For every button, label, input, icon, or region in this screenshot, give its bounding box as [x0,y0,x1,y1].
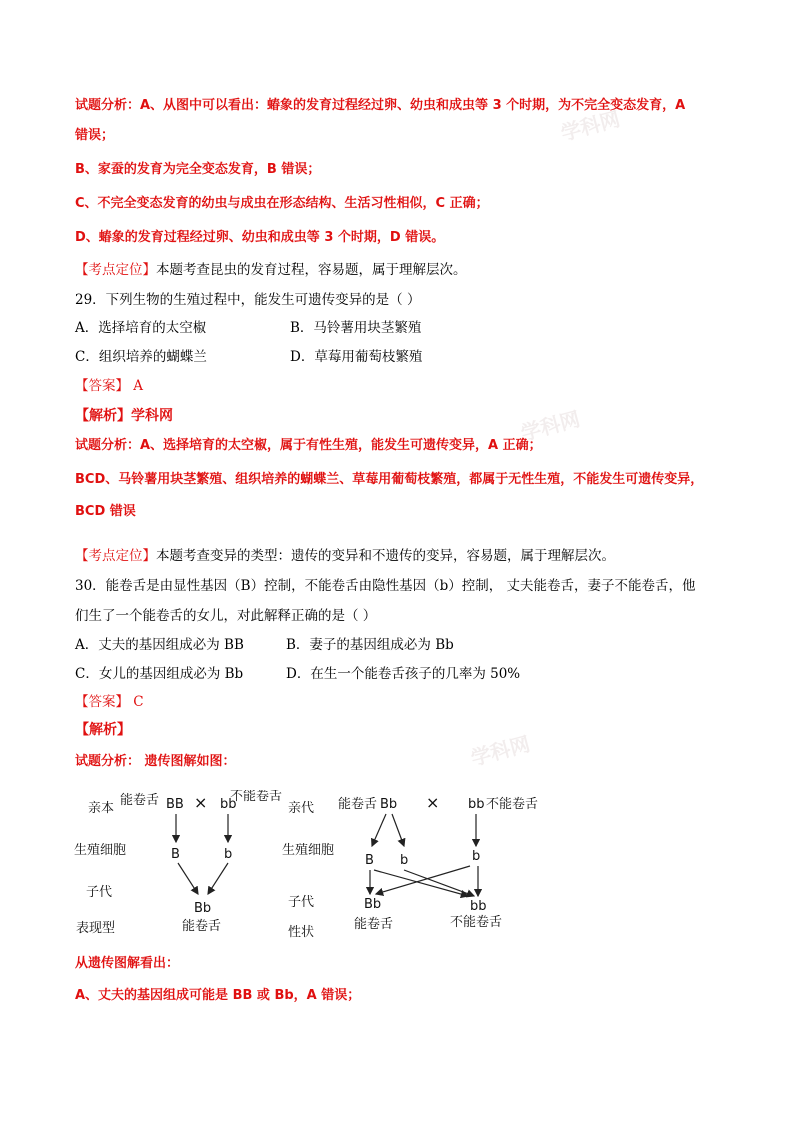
analysis-line: 试题分析：A、从图中可以看出：蝽象的发育过程经过卵、幼虫和成虫等 3 个时期，为不完全变态发育，A [75,98,686,113]
analysis-line: D、蝽象的发育过程经过卵、幼虫和成虫等 3 个时期，D 错误。 [75,230,445,245]
option-a: A．丈夫的基因组成必为 BB [75,637,244,653]
row-parent-label: 亲本 [88,801,115,816]
option-c: C．组织培养的蝴蝶兰 [75,349,207,365]
answer-tag: 【答案】 [75,378,129,394]
row-gamete-label: 生殖细胞 [282,843,335,858]
option-d: D．草莓用葡萄枝繁殖 [290,349,423,365]
diagram-right [282,793,538,940]
option-d: D．在生一个能卷舌孩子的几率为 50% [286,666,521,682]
option-b: B．妻子的基因组成必为 Bb [286,637,454,653]
watermark: 学科网 [558,106,623,146]
knowledge-point-text: 本题考查昆虫的发育过程，容易题，属于理解层次。 [156,262,467,278]
watermark: 学科网 [518,406,583,446]
child-2-trait: 不能卷舌 [450,915,503,930]
analysis-line: B、家蚕的发育为完全变态发育，B 错误； [75,162,321,177]
analysis-line: BCD 错误 [75,504,136,519]
row-gamete-label: 生殖细胞 [74,843,127,858]
answer [75,692,144,712]
row-child-label: 子代 [288,895,315,910]
explanation-heading: 【解析】学科网 [75,408,173,424]
answer [75,376,143,396]
analysis-line: 从遗传图解看出： [75,956,180,971]
analysis-line: 错误； [75,128,115,143]
watermark: 学科网 [468,731,533,771]
question-29-stem: 29．下列生物的生殖过程中，能发生可遗传变异的是（ ） [75,292,421,308]
row-child-label: 子代 [86,885,113,900]
cross-symbol: × [194,793,208,812]
cross-symbol: × [426,793,440,812]
answer-value: A [133,378,144,394]
parent-2-trait: 不能卷舌 [486,797,539,812]
question-30-stem: 们生了一个能卷舌的女儿，对此解释正确的是（ ） [75,608,377,624]
gamete-2: b [224,847,233,862]
analysis-line: 试题分析：A、选择培育的太空椒，属于有性生殖，能发生可遗传变异，A 正确； [75,438,542,453]
parent-2-trait: 不能卷舌 [230,790,283,804]
row-pheno-label: 性状 [288,925,315,940]
parent-1-genotype: Bb [380,797,398,812]
child-genotype: Bb [194,901,212,916]
option-a: A．选择培育的太空椒 [75,320,207,336]
diagram-left [74,790,282,936]
analysis-line: A、丈夫的基因组成可能是 BB 或 Bb，A 错误； [75,988,361,1003]
option-c: C．女儿的基因组成必为 Bb [75,666,244,682]
question-30-stem: 30．能卷舌是由显性基因（B）控制，不能卷舌由隐性基因（b）控制， 丈夫能卷舌，妻子不能卷舌，他 [75,578,696,594]
child-1-genotype: Bb [364,897,382,912]
gamete-3: b [472,849,481,864]
child-trait: 能卷舌 [182,919,222,934]
knowledge-point [75,546,615,566]
gamete-1: B [171,847,180,862]
knowledge-point-text: 本题考查变异的类型：遗传的变异和不遗传的变异，容易题，属于理解层次。 [156,548,615,564]
parent-1-trait: 能卷舌 [338,797,378,812]
parent-2-genotype: bb [220,797,237,812]
gamete-1: B [365,853,374,868]
parent-2-genotype: bb [468,797,485,812]
row-parent-label: 亲代 [288,801,315,816]
row-pheno-label: 表现型 [76,921,116,936]
option-b: B．马铃薯用块茎繁殖 [290,320,422,336]
knowledge-point-tag: 【考点定位】 [75,262,156,278]
parent-1-trait: 能卷舌 [120,793,160,808]
genetic-diagram [70,790,550,940]
child-2-genotype: bb [470,899,487,914]
knowledge-point-tag: 【考点定位】 [75,548,156,564]
knowledge-point [75,260,467,280]
analysis-line: C、不完全变态发育的幼虫与成虫在形态结构、生活习性相似，C 正确； [75,196,489,211]
analysis-line: 试题分析： 遗传图解如图： [75,754,236,769]
child-1-trait: 能卷舌 [354,917,394,932]
parent-1-genotype: BB [166,797,184,812]
gamete-2: b [400,853,409,868]
analysis-line: BCD、马铃薯用块茎繁殖、组织培养的蝴蝶兰、草莓用葡萄枝繁殖，都属于无性生殖，不能发生可遗传变异， [75,472,704,487]
answer-value: C [133,694,144,710]
explanation-heading: 【解析】 [75,722,131,738]
answer-tag: 【答案】 [75,694,129,710]
